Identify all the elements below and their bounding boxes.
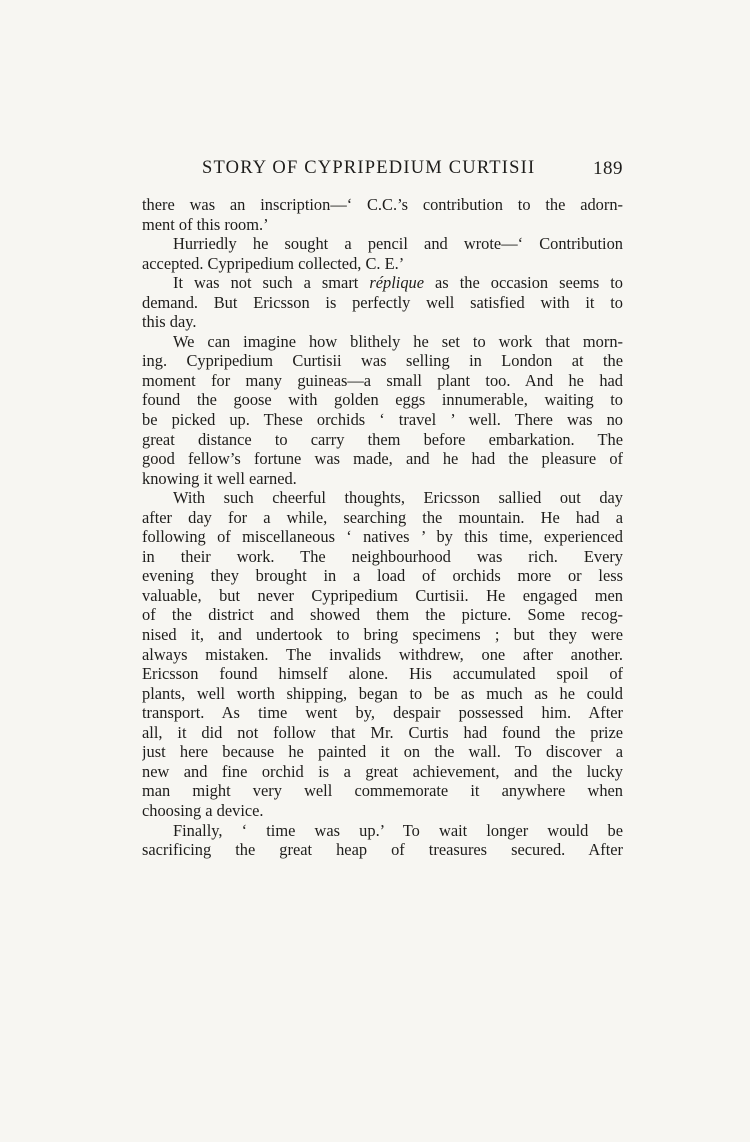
- text-line: after day for a while, searching the mountain. He had a: [142, 507, 623, 527]
- text-line: accepted. Cypripedium collected, C. E.’: [142, 253, 405, 273]
- text-line: in their work. The neighbourhood was rich. Every: [142, 546, 623, 566]
- text-line: this day.: [142, 312, 197, 332]
- page-number: 189: [593, 158, 623, 179]
- running-title: STORY OF CYPRIPEDIUM CURTISII: [202, 158, 536, 178]
- text-line: there was an inscription—‘ C.C.’s contribution to the adorn-: [142, 195, 623, 214]
- text-line: demand. But Ericsson is perfectly well satisfied with it to: [142, 292, 623, 312]
- text-line: of the district and showed them the picture. Some recog-: [142, 605, 623, 625]
- text-line: great distance to carry them before embarkation. The: [142, 429, 623, 449]
- text-line: following of miscellaneous ‘ natives ’ by this time, experienced: [142, 527, 623, 547]
- text-line: sacrificing the great heap of treasures secured. After: [142, 840, 623, 860]
- text-line: ing. Cypripedium Curtisii was selling in London at the: [142, 351, 623, 371]
- page-header: [142, 158, 623, 188]
- text-line: With such cheerful thoughts, Ericsson sallied out day: [173, 488, 623, 508]
- text-fragment: It was not such a smart: [173, 273, 370, 293]
- italic-word: réplique: [369, 273, 424, 293]
- text-line: choosing a device.: [142, 800, 264, 820]
- text-line: found the goose with golden eggs innumerable, waiting to: [142, 390, 623, 410]
- text-line: good fellow’s fortune was made, and he had the pleasure of: [142, 449, 623, 469]
- text-line: Hurriedly he sought a pencil and wrote—‘ Contribution: [173, 234, 623, 254]
- text-line: We can imagine how blithely he set to work that morn-: [173, 331, 623, 351]
- text-line: all, it did not follow that Mr. Curtis had found the prize: [142, 722, 623, 742]
- text-line: just here because he painted it on the wall. To discover a: [142, 742, 623, 762]
- text-line: moment for many guineas—a small plant too. And he had: [142, 370, 623, 390]
- text-line: ment of this room.’: [142, 214, 269, 234]
- body-text: [142, 195, 623, 860]
- text-line: Finally, ‘ time was up.’ To wait longer would be: [173, 820, 623, 840]
- text-line: evening they brought in a load of orchids more or less: [142, 566, 623, 586]
- text-line: [142, 273, 623, 293]
- text-line: man might very well commemorate it anywhere when: [142, 781, 623, 801]
- text-line: plants, well worth shipping, began to be as much as he could: [142, 683, 623, 703]
- text-fragment: as the occasion seems to: [424, 273, 623, 293]
- text-line: new and fine orchid is a great achievement, and the lucky: [142, 761, 623, 781]
- text-line: knowing it well earned.: [142, 468, 297, 488]
- text-line: be picked up. These orchids ‘ travel ’ well. There was no: [142, 410, 623, 430]
- text-line: always mistaken. The invalids withdrew, one after another.: [142, 644, 623, 664]
- text-line: nised it, and undertook to bring specimens ; but they were: [142, 625, 623, 645]
- text-line: Ericsson found himself alone. His accumulated spoil of: [142, 664, 623, 684]
- text-line: transport. As time went by, despair possessed him. After: [142, 703, 623, 723]
- text-line: valuable, but never Cypripedium Curtisii. He engaged men: [142, 585, 623, 605]
